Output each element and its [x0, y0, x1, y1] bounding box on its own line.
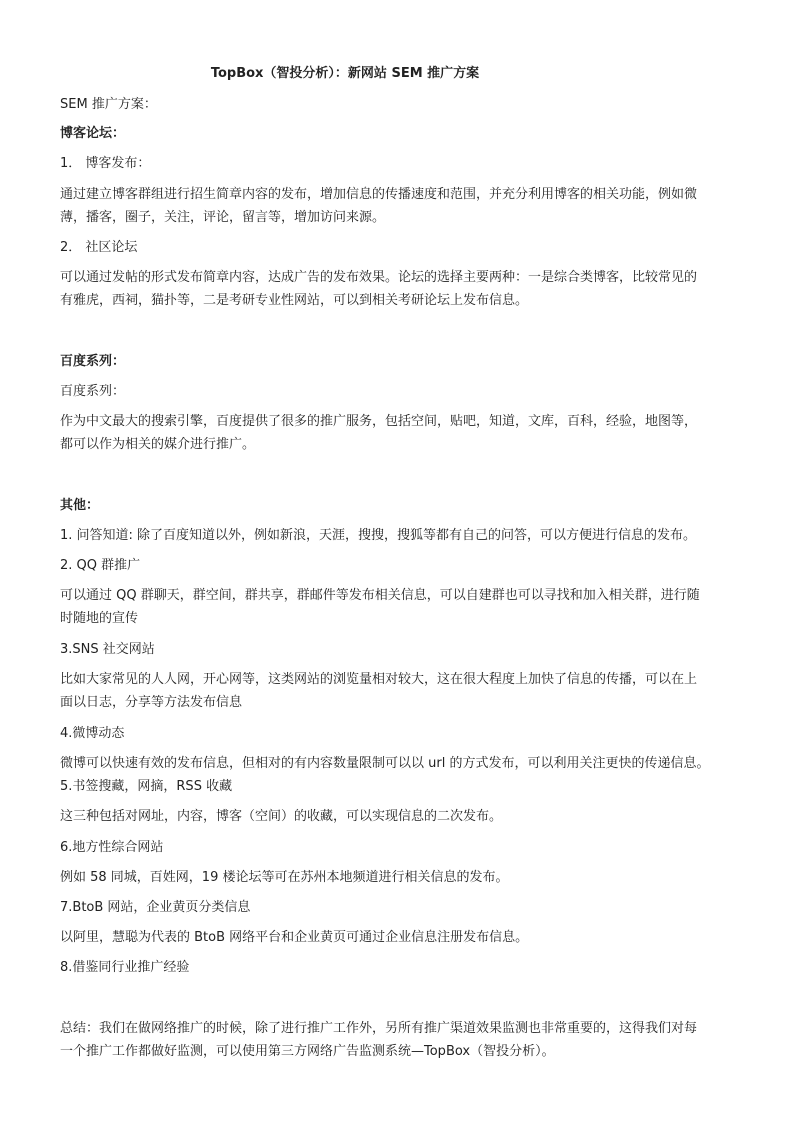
paragraph-line: 可以通过 QQ 群聊天，群空间，群共享，群邮件等发布相关信息，可以自建群也可以寻找和加入相关群，进行随	[60, 588, 700, 603]
list-item: 2. QQ 群推广	[60, 558, 141, 573]
paragraph-line: 有雅虎，西祠，猫扑等，二是考研专业性网站，可以到相关考研论坛上发布信息。	[60, 293, 529, 308]
paragraph-line: 这三种包括对网址，内容，博客（空间）的收藏，可以实现信息的二次发布。	[60, 809, 503, 824]
section-heading-baidu: 百度系列：	[60, 354, 126, 369]
item-blog-publish: 1． 博客发布：	[60, 156, 151, 171]
paragraph-line: 面以日志，分享等方法发布信息	[60, 695, 243, 710]
paragraph-line: 微博可以快速有效的发布信息，但相对的有内容数量限制可以以 url 的方式发布，可以利用关注更快的传递信息。	[60, 756, 710, 771]
paragraph-line: 例如 58 同城，百姓网，19 楼论坛等可在苏州本地频道进行相关信息的发布。	[60, 870, 509, 885]
paragraph-line: 以阿里，慧聪为代表的 BtoB 网络平台和企业黄页可通过企业信息注册发布信息。	[60, 930, 529, 945]
list-item: 8.借鉴同行业推广经验	[60, 960, 190, 975]
paragraph-line: 时随地的宣传	[60, 611, 139, 626]
list-item: 4.微博动态	[60, 726, 125, 741]
list-item: 1. 问答知道: 除了百度知道以外，例如新浪，天涯，搜搜，搜狐等都有自己的问答，可以方便进行信息的发布。	[60, 528, 697, 543]
summary-line: 一个推广工作都做好监测，可以使用第三方网络广告监测系统—TopBox（智投分析）。	[60, 1044, 555, 1059]
list-item: 5.书签搜藏，网摘，RSS 收藏	[60, 779, 233, 794]
section-heading-other: 其他：	[60, 498, 100, 513]
paragraph-line: 作为中文最大的搜索引擎，百度提供了很多的推广服务，包括空间，贴吧，知道，文库，百科，经验，地图等，	[60, 414, 698, 429]
paragraph-line: 比如大家常见的人人网，开心网等，这类网站的浏览量相对较大，这在很大程度上加快了信息的传播，可以在上	[60, 672, 698, 687]
item-community-forum: 2． 社区论坛	[60, 240, 138, 255]
list-item: 6.地方性综合网站	[60, 840, 164, 855]
summary-line: 总结：我们在做网络推广的时候，除了进行推广工作外，另所有推广渠道效果监测也非常重要的，这得我们对每	[60, 1021, 698, 1036]
paragraph-line: 可以通过发帖的形式发布简章内容，达成广告的发布效果。论坛的选择主要两种：一是综合类博客，比较常见的	[60, 270, 698, 285]
list-item: 3.SNS 社交网站	[60, 642, 155, 657]
page-title: TopBox（智投分析）：新网站 SEM 推广方案	[210, 66, 480, 81]
list-item: 7.BtoB 网站，企业黄页分类信息	[60, 900, 251, 915]
paragraph-line: 都可以作为相关的媒介进行推广。	[60, 437, 256, 452]
paragraph-line: 通过建立博客群组进行招生简章内容的发布，增加信息的传播速度和范围，并充分利用博客的相关功能，例如微	[60, 187, 698, 202]
paragraph-line: 薄，播客，圈子，关注，评论，留言等，增加访问来源。	[60, 210, 386, 225]
section-heading-blog: 博客论坛：	[60, 126, 126, 141]
intro-line: SEM 推广方案：	[60, 97, 157, 112]
subheading-baidu: 百度系列：	[60, 384, 126, 399]
